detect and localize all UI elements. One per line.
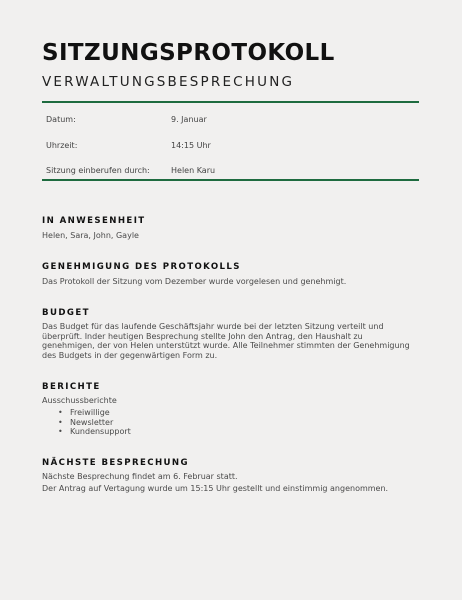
section-heading-approval: GENEHMIGUNG DES PROTOKOLLS (42, 262, 241, 272)
bullet-icon: • (58, 427, 63, 436)
budget-line: überprüft. Inder heutigen Besprechung stellte John den Antrag, den Haushalt zu (42, 331, 363, 341)
attendance-text: Helen, Sara, John, Gayle (42, 231, 139, 240)
info-value: 14:15 Uhr (171, 141, 211, 150)
section-heading-next-meeting: NÄCHSTE BESPRECHUNG (42, 458, 189, 468)
info-label: Uhrzeit: (46, 141, 78, 150)
meeting-info-table (42, 101, 419, 181)
section-heading-budget: BUDGET (42, 308, 90, 318)
list-item-label: Kundensupport (70, 427, 131, 436)
next-meeting-line: Nächste Besprechung findet am 6. Februar statt. (42, 472, 238, 481)
section-heading-reports: BERICHTE (42, 382, 101, 392)
section-heading-attendance: IN ANWESENHEIT (42, 216, 146, 226)
info-value: Helen Karu (171, 166, 216, 175)
info-value: 9. Januar (171, 115, 207, 124)
list-item (58, 408, 131, 418)
budget-line: genehmigen, der von Helen unterstützt wurde. Alle Teilnehmer stimmten der Genehmigung (42, 341, 410, 350)
list-item (58, 427, 131, 437)
bullet-icon: • (58, 408, 63, 417)
reports-subheading: Ausschussberichte (42, 396, 117, 405)
list-item (58, 418, 131, 428)
budget-line: Das Budget für das laufende Geschäftsjahr wurde bei der letzten Sitzung verteilt und (42, 322, 384, 331)
info-label: Sitzung einberufen durch: (46, 166, 150, 175)
bullet-icon: • (58, 417, 63, 427)
info-label: Datum: (46, 115, 76, 124)
budget-text (42, 322, 422, 360)
list-item-label: Freiwillige (70, 408, 110, 417)
budget-line: des Budgets in der gegenwärtigen Form zu. (42, 350, 218, 360)
approval-text: Das Protokoll der Sitzung vom Dezember wurde vorgelesen und genehmigt. (42, 277, 347, 286)
list-item-label: Newsletter (70, 417, 114, 427)
document-title: SITZUNGSPROTOKOLL (42, 40, 335, 66)
adjournment-line: Der Antrag auf Vertagung wurde um 15:15 Uhr gestellt und einstimmig angenommen. (42, 484, 389, 493)
reports-list (58, 408, 131, 437)
document-subtitle: VERWALTUNGSBESPRECHUNG (42, 74, 295, 90)
